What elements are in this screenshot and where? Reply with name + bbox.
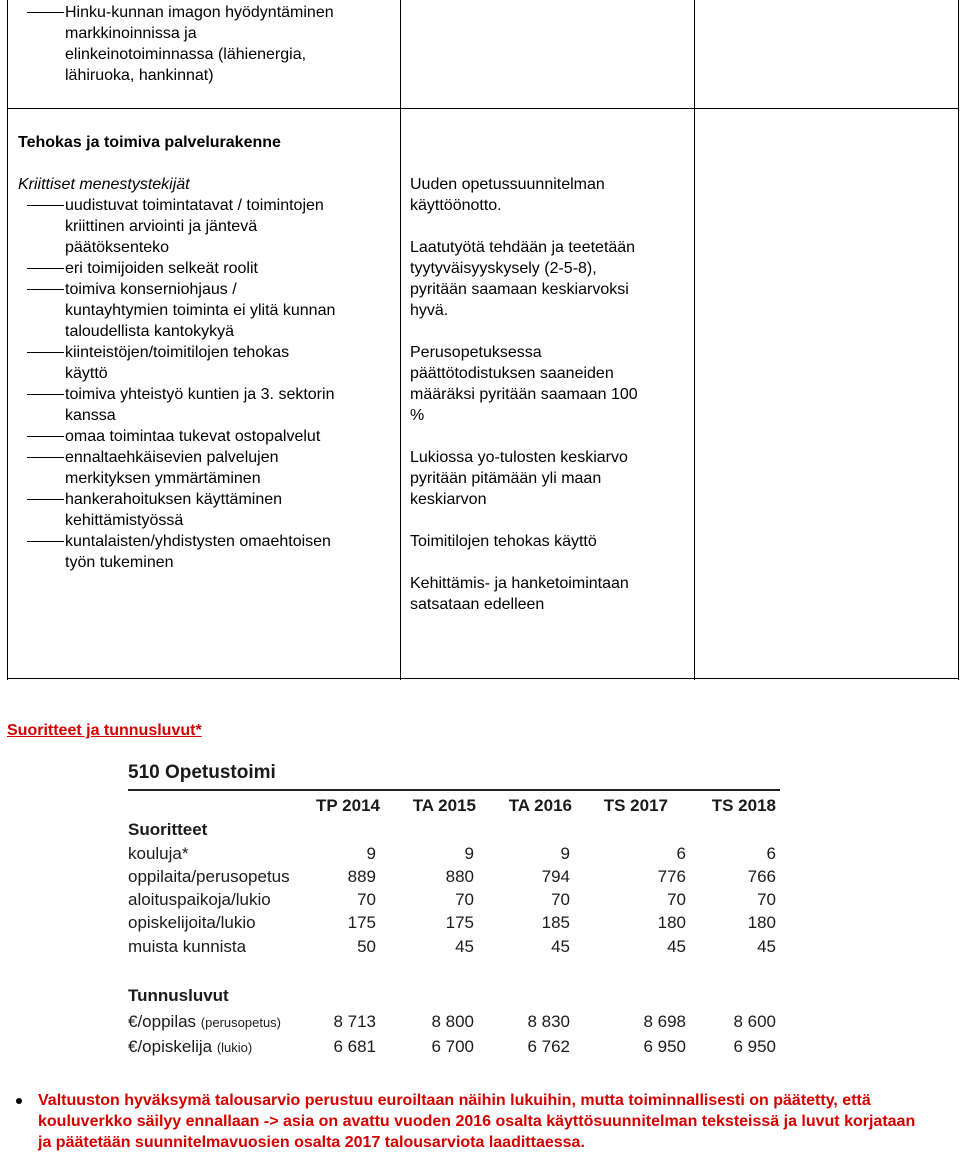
cell-value: 9: [366, 844, 376, 863]
cell-value: 180: [747, 913, 776, 932]
dash-list-item: Hinku-kunnan imagon hyödyntäminen markkinoinnissa ja elinkeinotoiminnassa (lähienergia, lähiruoka, hankinnat): [7, 2, 397, 86]
cell-value: 766: [747, 867, 776, 886]
cell-value: 70: [667, 890, 686, 909]
cell-value: 45: [455, 937, 474, 956]
row-label: €/oppilas (perusopetus): [128, 1012, 282, 1031]
figure-title: 510 Opetustoimi: [128, 762, 276, 783]
cell-value: 794: [541, 867, 570, 886]
cell-value: 70: [357, 890, 376, 909]
cell-value: 70: [757, 890, 776, 909]
cell-value: 45: [551, 937, 570, 956]
list-item: toimiva konserniohjaus / kuntayhtymien toiminta ei ylitä kunnan taloudellista kantokykyä: [7, 279, 399, 342]
cell-value: 45: [757, 937, 776, 956]
row-label: opiskelijoita/lukio: [128, 913, 256, 932]
cell-value: 6 700: [431, 1037, 474, 1056]
row-label: €/opiskelija (lukio): [128, 1037, 253, 1056]
budget-note: [38, 1090, 918, 1153]
cell-value: 180: [657, 913, 686, 932]
list-item: omaa toimintaa tukevat ostopalvelut: [7, 426, 399, 447]
row-label: muista kunnista: [128, 937, 247, 956]
cell-value: 880: [445, 867, 474, 886]
section-label-tunnusluvut: Tunnusluvut: [128, 986, 229, 1005]
cell-value: 185: [541, 913, 570, 932]
paragraph: Kehittämis- ja hanketoimintaan satsataan edelleen: [410, 575, 629, 613]
list-item: hankerahoituksen käyttäminen kehittämistyössä: [7, 489, 399, 531]
row2-left-cell: [18, 132, 398, 195]
list-item: eri toimijoiden selkeät roolit: [7, 258, 399, 279]
bullet-icon: [16, 1098, 22, 1104]
row-label: aloituspaikoja/lukio: [128, 890, 271, 909]
cell-value: 9: [464, 844, 474, 863]
cell-value: 175: [445, 913, 474, 932]
cell-value: 8 698: [643, 1012, 686, 1031]
paragraph: Lukiossa yo-tulosten keskiarvo pyritään pitämään yli maan keskiarvon: [410, 449, 628, 508]
table-border-right: [958, 0, 959, 680]
row-label: kouluja*: [128, 844, 189, 863]
column-header: TA 2016: [508, 796, 572, 815]
table-border-bottom: [7, 678, 959, 679]
cell-value: 70: [551, 890, 570, 909]
cell-value: 175: [347, 913, 376, 932]
section-heading: Suoritteet ja tunnusluvut*: [7, 722, 202, 739]
table-divider-1: [400, 0, 401, 680]
row2-mid-cell: [410, 174, 692, 615]
cell-value: 6 681: [333, 1037, 376, 1056]
cell-value: 50: [357, 937, 376, 956]
list-item: ennaltaehkäisevien palvelujen merkityksen ymmärtäminen: [7, 447, 399, 489]
paragraph: Toimitilojen tehokas käyttö: [410, 533, 597, 550]
table-row-divider: [7, 108, 959, 109]
success-factors-list: [7, 195, 399, 573]
row1-left-cell: [7, 2, 397, 86]
cell-value: 6 950: [643, 1037, 686, 1056]
column-header: TS 2017: [603, 796, 668, 815]
paragraph: Perusopetuksessa päättötodistuksen saaneiden määräksi pyritään saamaan 100 %: [410, 344, 638, 424]
cell-value: 6 950: [733, 1037, 776, 1056]
cell-value: 6: [766, 844, 776, 863]
performance-table-figure: [124, 762, 784, 1062]
section-title: Tehokas ja toimiva palvelurakenne: [18, 134, 281, 151]
list-item: kiinteistöjen/toimitilojen tehokas käyttö: [7, 342, 399, 384]
paragraph: Uuden opetussuunnitelman käyttöönotto.: [410, 176, 605, 214]
cell-value: 8 800: [431, 1012, 474, 1031]
cell-value: 8 600: [733, 1012, 776, 1031]
cell-value: 45: [667, 937, 686, 956]
note-text: Valtuuston hyväksymä talousarvio perustuu euroiltaan näihin lukuihin, mutta toiminnallisesti on päätetty, että kouluverkko säilyy ennallaan -> asia on avattu vuoden 2016 osalta käyttösuunnitelman teksteissä ja luvut korjataan ja päätetään suunnitelmavuosien osalta 2017 talousarviota laadittaessa.: [38, 1092, 916, 1151]
paragraph: Laatutyötä tehdään ja teetetään tyytyväisyyskysely (2-5-8), pyritään saamaan keskiarvoksi hyvä.: [410, 239, 636, 319]
cell-value: 70: [455, 890, 474, 909]
table-divider-2: [694, 0, 695, 680]
cell-value: 6 762: [527, 1037, 570, 1056]
list-item: uudistuvat toimintatavat / toimintojen kriittinen arviointi ja jäntevä päätöksenteko: [7, 195, 399, 258]
row-label: oppilaita/perusopetus: [128, 867, 290, 886]
cell-value: 889: [347, 867, 376, 886]
column-header: TP 2014: [316, 796, 380, 815]
column-header: TA 2015: [412, 796, 476, 815]
list-item: toimiva yhteistyö kuntien ja 3. sektorin kanssa: [7, 384, 399, 426]
list-item: kuntalaisten/yhdistysten omaehtoisen työn tukeminen: [7, 531, 399, 573]
cell-value: 9: [560, 844, 570, 863]
cell-value: 8 830: [527, 1012, 570, 1031]
column-header: TS 2018: [711, 796, 776, 815]
section-subtitle: Kriittiset menestystekijät: [18, 176, 190, 193]
title-underline: [128, 789, 780, 791]
cell-value: 776: [657, 867, 686, 886]
cell-value: 8 713: [333, 1012, 376, 1031]
section-label-suoritteet: Suoritteet: [128, 820, 208, 839]
cell-value: 6: [676, 844, 686, 863]
